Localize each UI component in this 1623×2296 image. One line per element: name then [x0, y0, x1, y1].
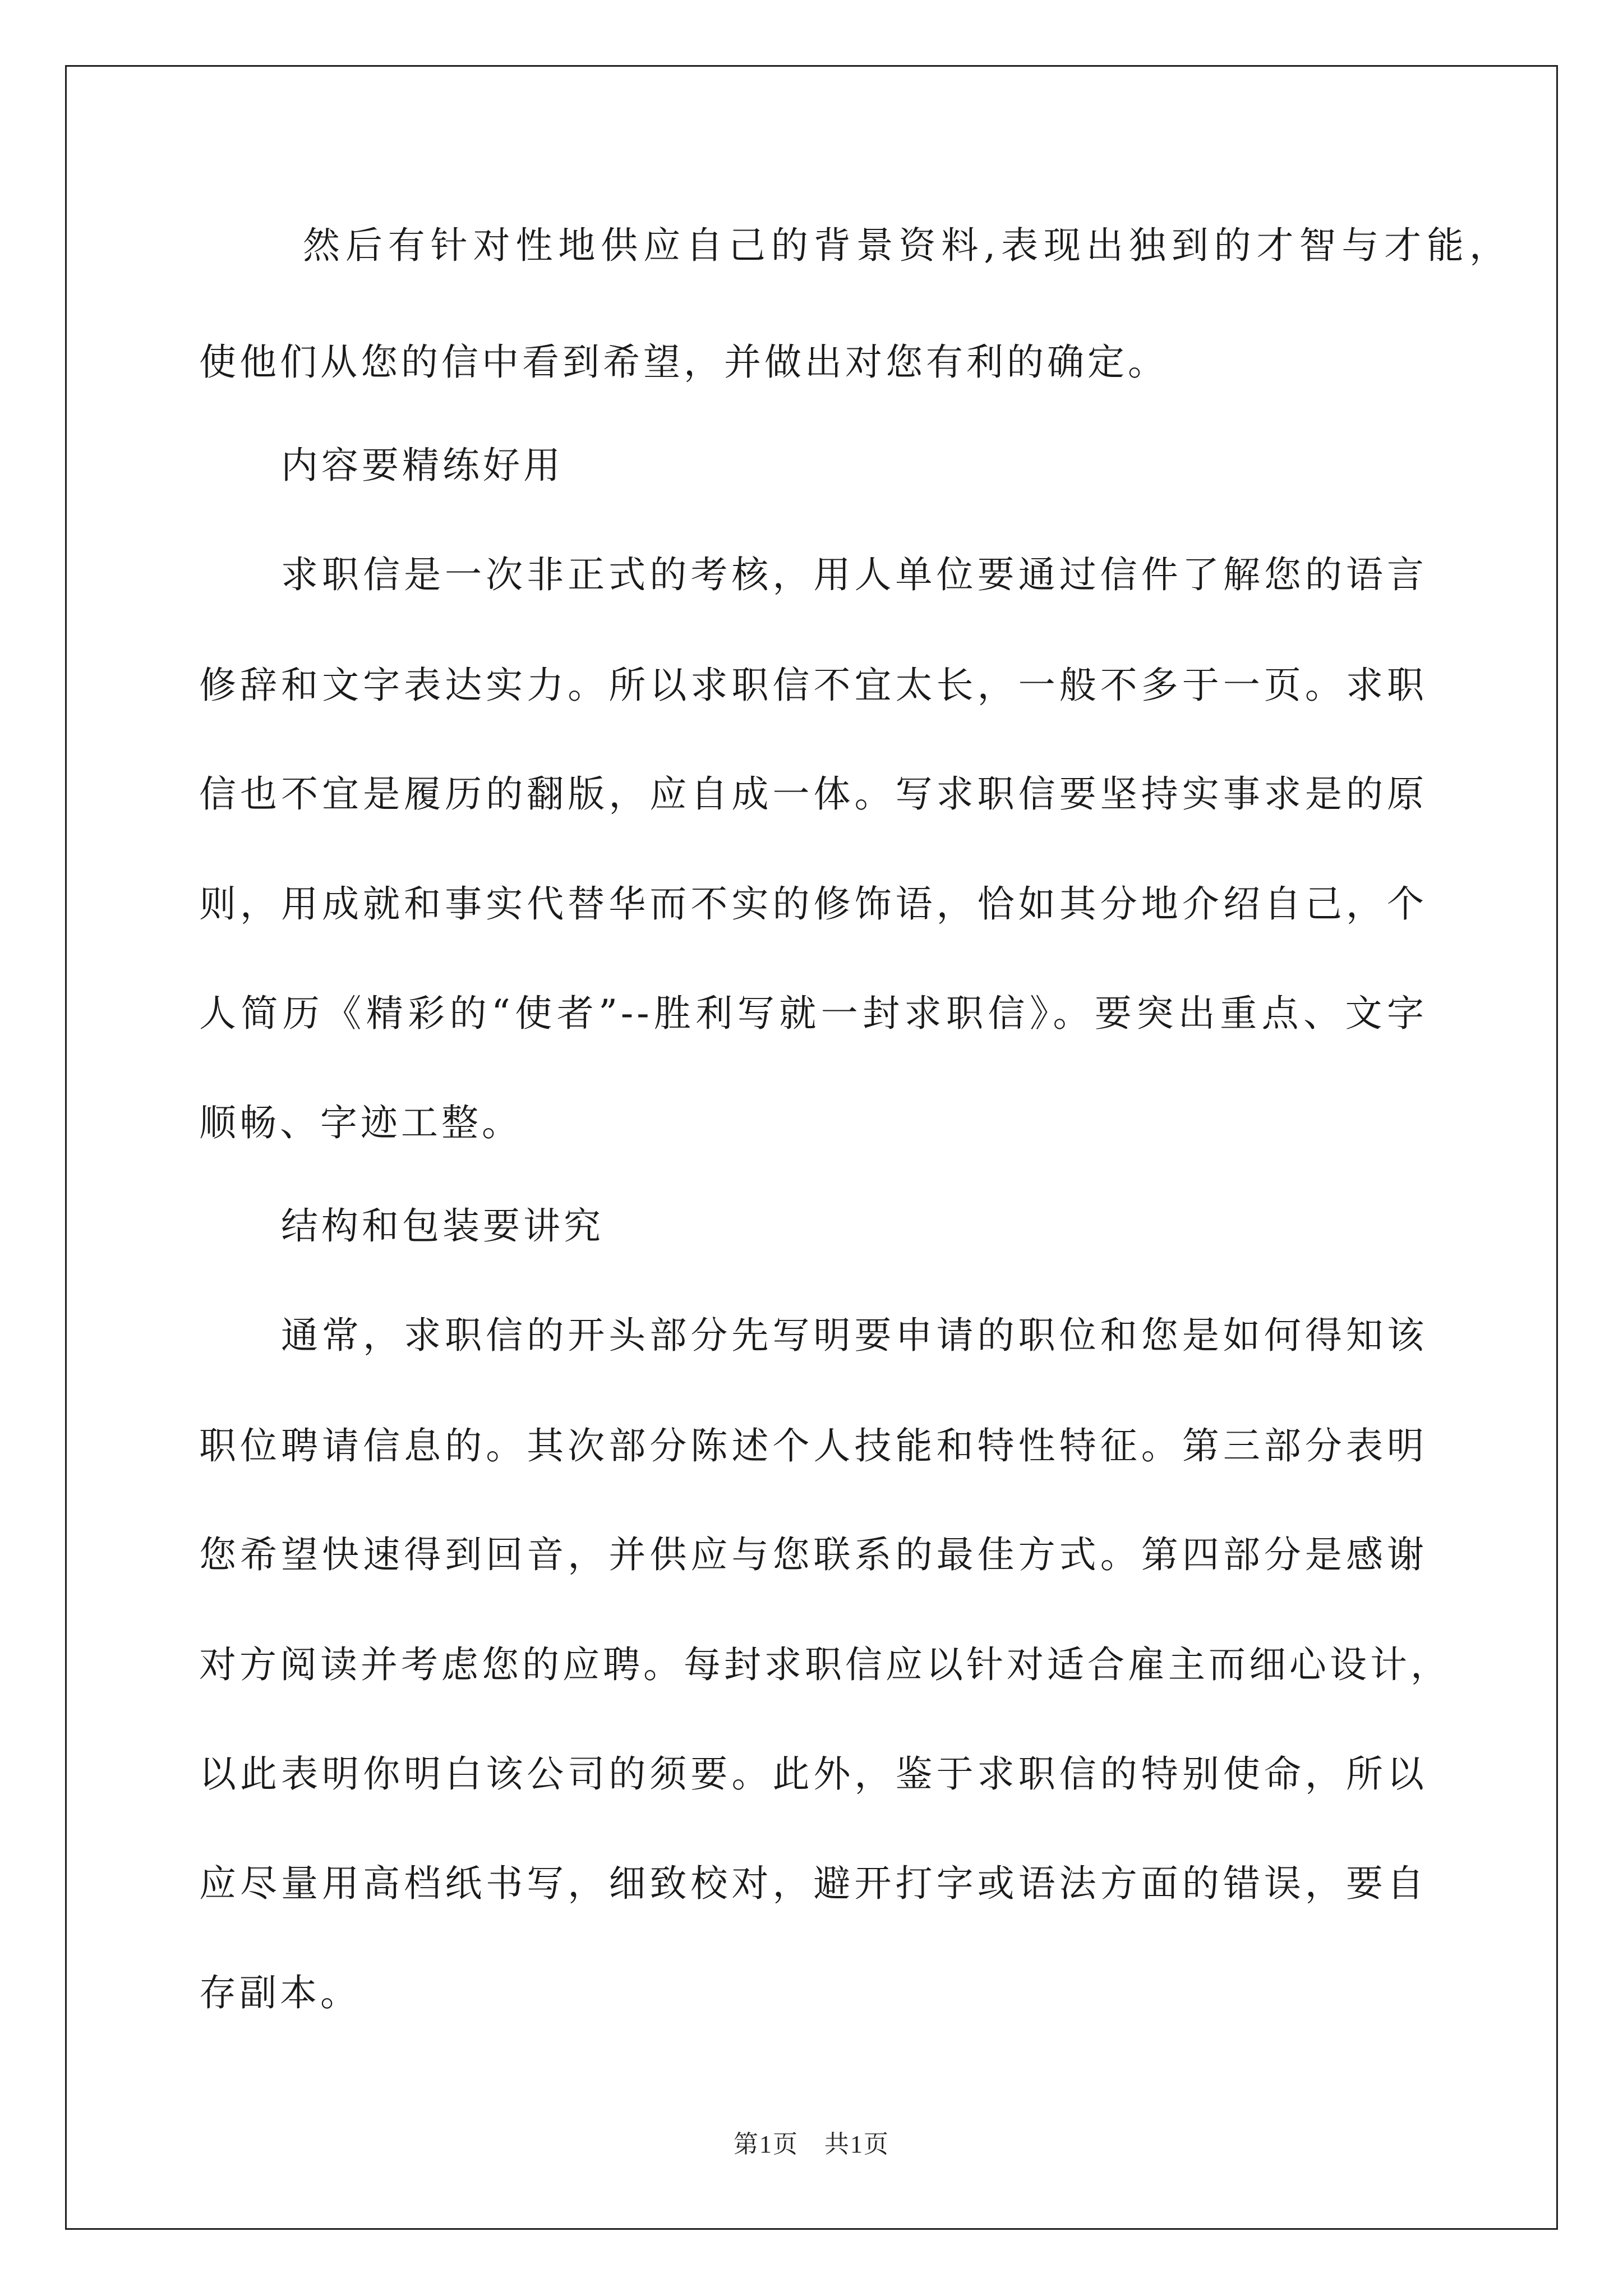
paragraph-line: 应尽量用高档纸书写，细致校对，避开打字或语法方面的错误，要自: [199, 1862, 1427, 1905]
paragraph-line: 使他们从您的信中看到希望，并做出对您有利的确定。: [199, 341, 1168, 384]
paragraph-line: 然后有针对性地供应自己的背景资料,表现出独到的才智与才能，: [303, 224, 1510, 267]
paragraph-line: 通常，求职信的开头部分先写明要申请的职位和您是如何得知该: [281, 1314, 1427, 1357]
paragraph-line: 信也不宜是履历的翻版，应自成一体。写求职信要坚持实事求是的原: [199, 772, 1427, 816]
paragraph-line: 以此表明你明白该公司的须要。此外，鉴于求职信的特别使命，所以: [199, 1752, 1427, 1796]
paragraph-line: 对方阅读并考虑您的应聘。每封求职信应以针对适合雇主而细心设计，: [199, 1643, 1451, 1686]
paragraph-line: 人简历《精彩的“使者”--胜利写就一封求职信》。要突出重点、文字: [199, 992, 1427, 1035]
paragraph-line: 顺畅、字迹工整。: [199, 1101, 522, 1144]
section-heading: 内容要精练好用: [281, 444, 564, 487]
section-heading: 结构和包装要讲究: [281, 1204, 604, 1248]
page-footer: 第1页 共1页: [734, 2131, 889, 2158]
paragraph-line: 存副本。: [199, 1971, 361, 2014]
paragraph-line: 修辞和文字表达实力。所以求职信不宜太长，一般不多于一页。求职: [199, 664, 1427, 707]
paragraph-line: 求职信是一次非正式的考核，用人单位要通过信件了解您的语言: [281, 553, 1427, 596]
paragraph-line: 您希望快速得到回音，并供应与您联系的最佳方式。第四部分是感谢: [199, 1533, 1427, 1576]
paragraph-line: 职位聘请信息的。其次部分陈述个人技能和特性特征。第三部分表明: [199, 1424, 1427, 1467]
paragraph-line: 则，用成就和事实代替华而不实的修饰语，恰如其分地介绍自己，个: [199, 882, 1427, 926]
